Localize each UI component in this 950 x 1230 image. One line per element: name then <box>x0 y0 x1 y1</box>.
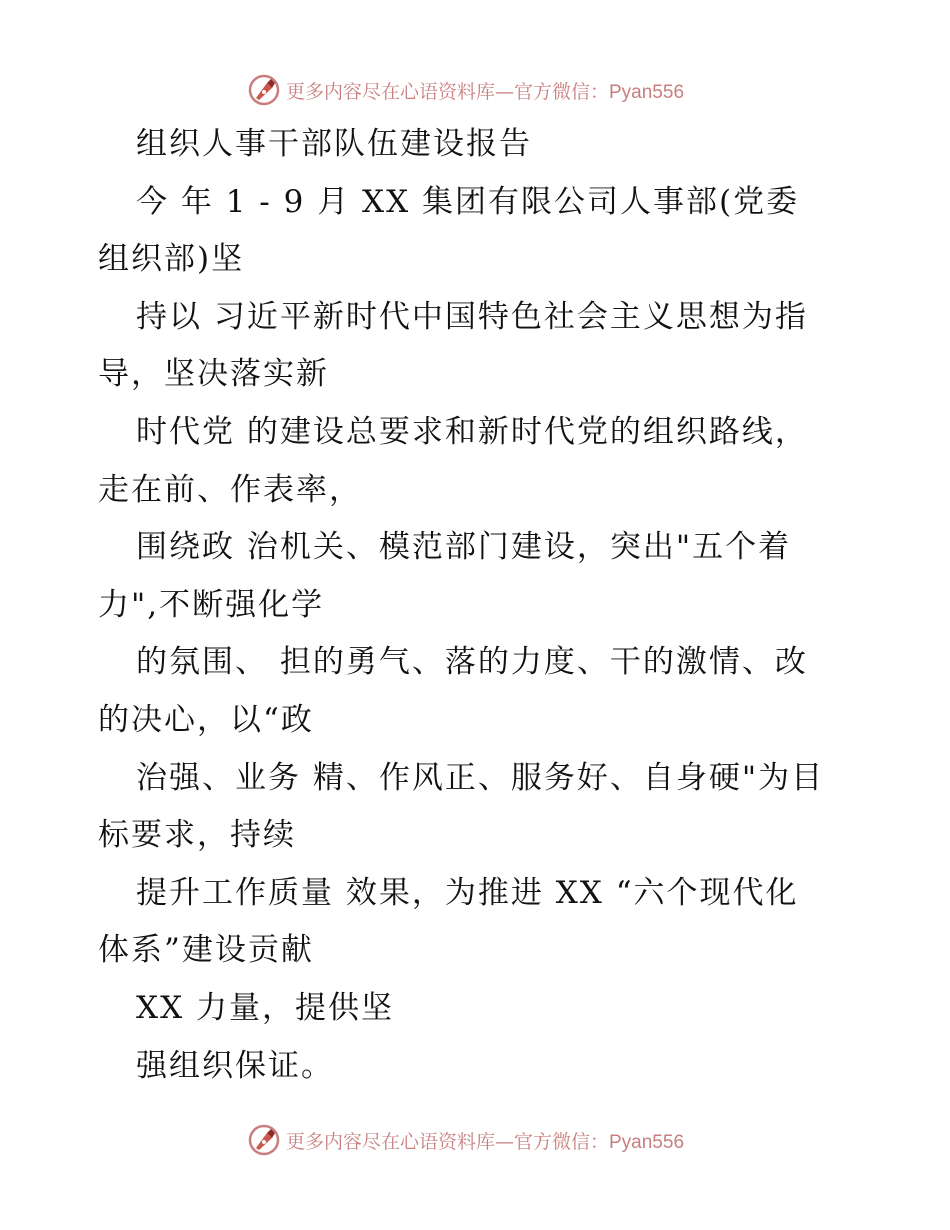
paragraph-line: 的决心，以“政 <box>98 701 314 738</box>
paragraph-line: 持以 习近平新时代中国特色社会主义思想为指 <box>136 298 808 335</box>
watermark-text: 更多内容尽在心语资料库—官方微信：Pyan556 <box>285 80 685 103</box>
paragraph-line: 时代党 的建设总要求和新时代党的组织路线， <box>136 413 808 450</box>
watermark-text: 更多内容尽在心语资料库—官方微信：Pyan556 <box>285 1130 685 1153</box>
footer-watermark <box>0 1118 950 1162</box>
pen-nib-logo-icon <box>246 72 282 108</box>
paragraph-line: 强组织保证。 <box>136 1047 334 1084</box>
paragraph-line: 走在前、作表率， <box>98 471 362 508</box>
paragraph-line: 组织部)坚 <box>98 241 245 278</box>
header-watermark <box>0 68 950 112</box>
paragraph-line: 治强、业务 精、作风正、服务好、自身硬"为目 <box>136 759 825 796</box>
paragraph-line: 导，坚决落实新 <box>98 356 329 393</box>
pen-nib-logo-icon <box>246 1122 282 1158</box>
watermark-account: Pyan556 <box>609 81 685 103</box>
document-title: 组织人事干部队伍建设报告 <box>136 126 532 162</box>
paragraph-line: 的氛围、 担的勇气、落的力度、干的激情、改 <box>136 644 808 681</box>
paragraph-line: 力",不断强化学 <box>98 586 325 623</box>
paragraph-line: 标要求，持续 <box>98 817 296 854</box>
paragraph-line: 围绕政 治机关、模范部门建设，突出"五个着 <box>136 529 792 566</box>
paragraph-line: 体系”建设贡献 <box>98 932 314 969</box>
paragraph-line: 今 年 1 - 9 月 XX 集团有限公司人事部(党委 <box>136 183 800 220</box>
paragraph-line: XX 力量，提供坚 <box>136 989 394 1026</box>
document-body <box>98 116 858 1095</box>
paragraph-line: 提升工作质量 效果，为推进 XX “六个现代化 <box>136 874 799 911</box>
watermark-account: Pyan556 <box>609 1131 685 1153</box>
